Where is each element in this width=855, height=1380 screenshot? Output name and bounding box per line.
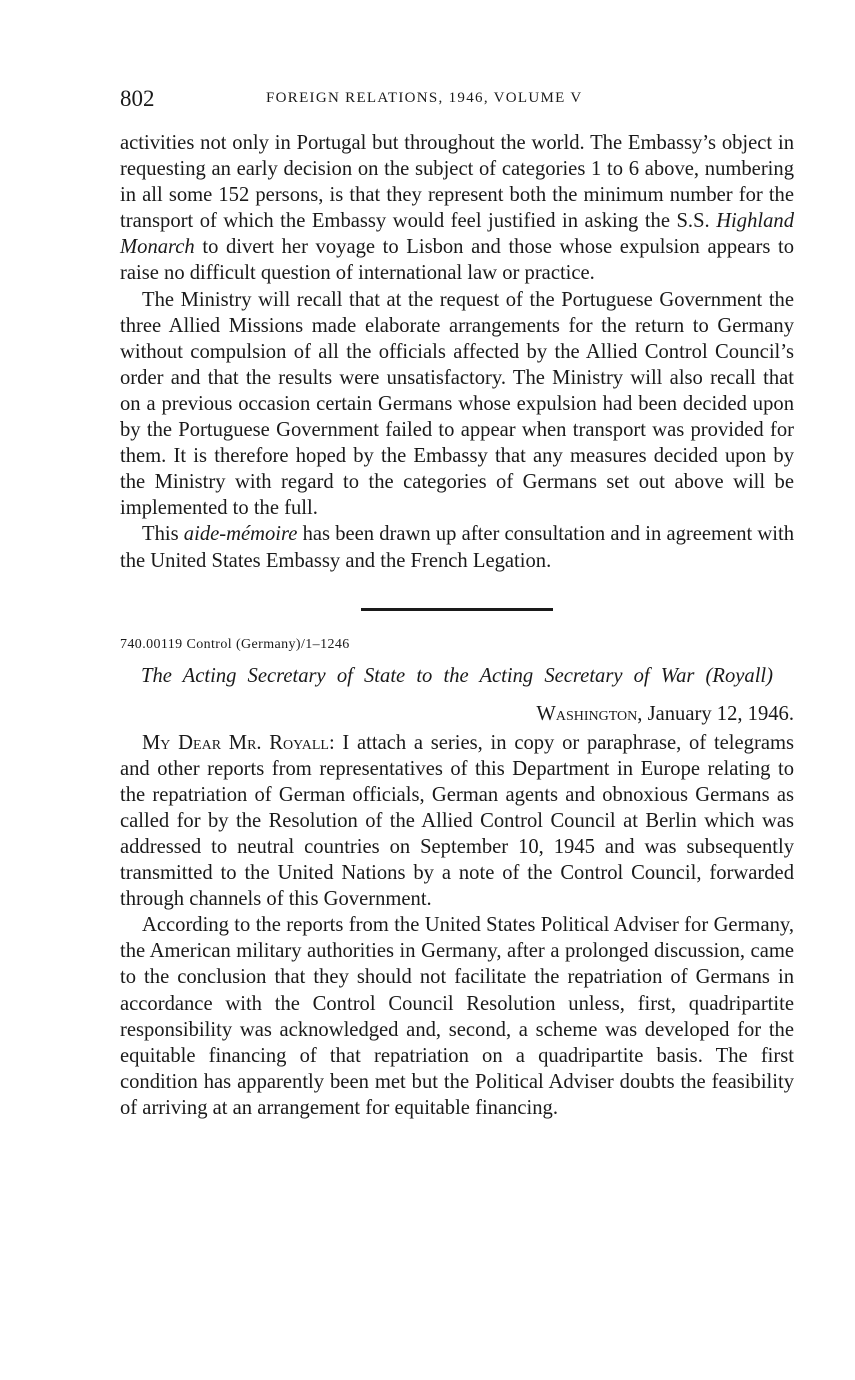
file-reference: 740.00119 Control (Germany)/1–1246 — [120, 636, 350, 652]
running-head: FOREIGN RELATIONS, 1946, VOLUME V — [266, 90, 583, 106]
dateline-place: Washington — [536, 702, 638, 725]
salutation: My Dear Mr. Royall — [142, 731, 329, 754]
paragraph: The Ministry will recall that at the request of the Portuguese Government the three Allied Missions made elaborate arrangements for the return to Germany without compulsion of all the officials affected by the Allied Control Council’s order and that the results were unsatisfactory. The Ministry will also recall that on a previous occasion certain Germans whose expulsion had been decided upon by the Portuguese Government failed to appear when transport was provided for them. It is therefore hoped by the Embassy that any measures decided upon by the Ministry with regard to the categories of Germans set out above will be implemented to the full. — [120, 288, 794, 520]
document-page — [120, 86, 794, 1121]
page-header — [120, 86, 794, 116]
document-title: The Acting Secretary of State to the Acting Secretary of War (Royall) — [140, 664, 774, 687]
paragraph: My Dear Mr. Royall: I attach a series, in copy or paraphrase, of telegrams and other reports from representatives of this Department in Europe relating to the repatriation of German officials, German agents and obnoxious Germans as called for by the Resolution of the Allied Control Council at Berlin which was addressed to neutral countries on September 10, 1945 and was subsequently transmitted to the United Nations by a note of the Control Council, forwarded through channels of this Government. — [120, 731, 794, 911]
paragraph: activities not only in Portugal but throughout the world. The Embassy’s object in requesting an early decision on the subject of categories 1 to 6 above, numbering in all some 152 persons, is that they represent both the minimum number for the transport of which the Embassy would feel justified in asking the S.S. Highland Monarch to divert her voyage to Lisbon and those whose expulsion appears to raise no difficult question of international law or practice. — [120, 132, 794, 285]
page-number: 802 — [120, 86, 155, 111]
ship-name: Highland Monarch — [120, 210, 794, 259]
paragraph: According to the reports from the United States Political Adviser for Germany, the American military authorities in Germany, after a prolonged discussion, came to the conclusion that they should not facilitate the repatriation of Germans in accordance with the Control Council Resolution unless, first, quadripartite responsibility was acknowledged and, second, a scheme was developed for the equitable financing of that repatriation on a quadripartite basis. The first condition has apparently been met but the Political Adviser doubts the feasibility of arriving at an arrangement for equitable financing. — [120, 914, 794, 1119]
italic-term: aide-mémoire — [183, 523, 298, 546]
paragraph: This aide-mémoire has been drawn up after consultation and in agreement with the United States Embassy and the French Legation. — [120, 523, 795, 572]
dateline — [120, 703, 794, 726]
aide-memoire-conclusion — [120, 130, 794, 574]
dateline-date: , January 12, 1946. — [637, 702, 794, 725]
letter-body — [120, 730, 794, 1121]
section-divider — [361, 608, 553, 611]
title-name: Royall — [712, 664, 767, 687]
